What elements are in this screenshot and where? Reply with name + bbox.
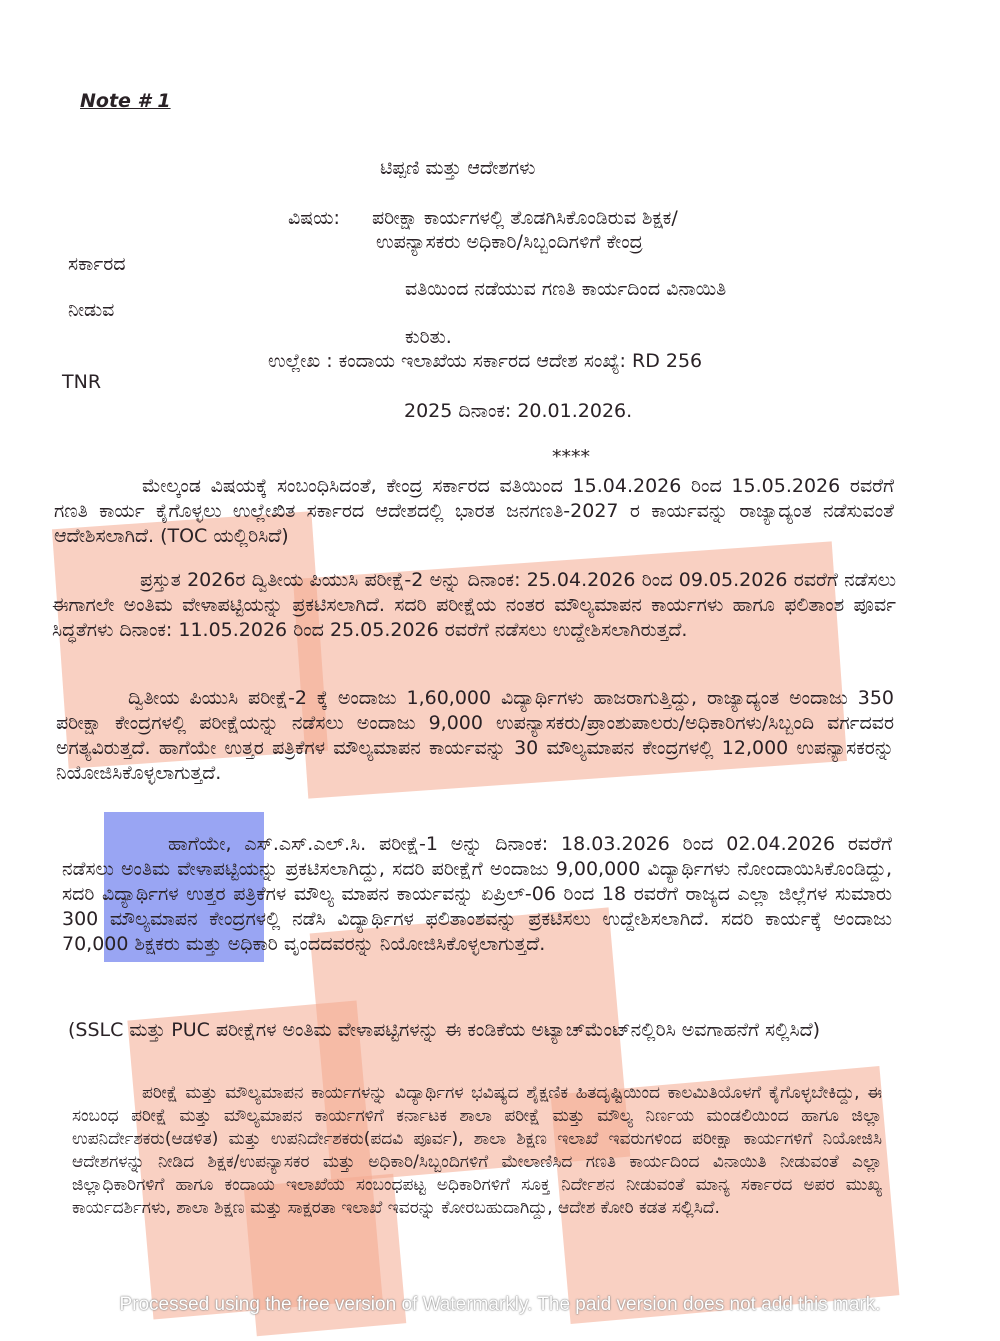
subject-line-3: ವತಿಯಿಂದ ನಡೆಯುವ ಗಣತಿ ಕಾರ್ಯದಿಂದ ವಿನಾಯಿತಿ xyxy=(405,278,727,300)
note-label: Note # 1 xyxy=(80,90,171,112)
paragraph-6-text: ಪರೀಕ್ಷೆ ಮತ್ತು ಮೌಲ್ಯಮಾಪನ ಕಾರ್ಯಗಳನ್ನು ವಿದ್ಯಾರ್ಥಿಗಳ ಭವಿಷ್ಯದ ಶೈಕ್ಷಣಿಕ ಹಿತದೃಷ್ಟಿಯಿಂದ ಕಾಲಮಿತಿಯೊಳಗೆ ಕೈಗೊಳ್ಳಬೇಕಿದ್ದು, ಈ ಸಂಬಂಧ ಪರೀಕ್ಷೆ ಮತ್ತು ಮೌಲ್ಯಮಾಪನ ಕಾರ್ಯಗಳಿಗೆ ಕರ್ನಾಟಕ ಶಾಲಾ ಪರೀಕ್ಷೆ ಮತ್ತು ಮೌಲ್ಯ ನಿರ್ಣಯ ಮಂಡಲಿಯಿಂದ ಹಾಗೂ ಜಿಲ್ಲಾ ಉಪನಿರ್ದೇಶಕರು(ಆಡಳಿತ) ಮತ್ತು ಉಪನಿರ್ದೇಶಕರು(ಪದವಿ ಪೂರ್ವ), ಶಾಲಾ ಶಿಕ್ಷಣ ಇಲಾಖೆ ಇವರುಗಳಿಂದ ಪರೀಕ್ಷಾ ಕಾರ್ಯಗಳಿಗೆ ನಿಯೋಜಿಸಿ ಆದೇಶಗಳನ್ನು ನೀಡಿದ ಶಿಕ್ಷಕ/ಉಪನ್ಯಾಸಕರ ಮತ್ತು ಅಧಿಕಾರಿ/ಸಿಬ್ಬಂದಿಗಳಿಗೆ ಮೇಲಾಣಿಸಿದ ಗಣತಿ ಕಾರ್ಯದಿಂದ ವಿನಾಯಿತಿ ನೀಡುವಂತೆ ಎಲ್ಲಾ ಜಿಲ್ಲಾಧಿಕಾರಿಗಳಿಗೆ ಹಾಗೂ ಕಂದಾಯ ಇಲಾಖೆಯ ಸಂಬಂಧಪಟ್ಟ ಅಧಿಕಾರಿಗಳಿಗೆ ಸೂಕ್ತ ನಿರ್ದೇಶನ ನೀಡುವಂತೆ ಮಾನ್ಯ ಸರ್ಕಾರದ ಅಪರ ಮುಖ್ಯ ಕಾರ್ಯದರ್ಶಿಗಳು, ಶಾಲಾ ಶಿಕ್ಷಣ ಮತ್ತು ಸಾಕ್ಷರತಾ ಇಲಾಖೆ ಇವರನ್ನು ಕೋರಬಹುದಾಗಿದ್ದು, ಆದೇಶ ಕೋರಿ ಕಡತ ಸಲ್ಲಿಸಿದೆ. xyxy=(72,1083,882,1218)
paragraph-5 xyxy=(68,1018,888,1043)
watermark-notice: Processed using the free version of Watermarkly. The paid version does not add this mark. xyxy=(119,1294,881,1315)
reference-left-word: TNR xyxy=(62,371,102,393)
paragraph-4-text: ಹಾಗೆಯೇ, ಎಸ್.ಎಸ್.ಎಲ್.ಸಿ. ಪರೀಕ್ಷೆ-1 ಅನ್ನು ದಿನಾಂಕ: 18.03.2026 ರಿಂದ 02.04.2026 ರವರೆಗೆ ನಡೆಸಲು ಅಂತಿಮ ವೇಳಾಪಟ್ಟಿಯನ್ನು ಪ್ರಕಟಿಸಲಾಗಿದ್ದು, ಸದರಿ ಪರೀಕ್ಷೆಗೆ ಅಂದಾಜು 9,00,000 ವಿದ್ಯಾರ್ಥಿಗಳು ನೋಂದಾಯಿಸಿಕೊಂಡಿದ್ದು, ಸದರಿ ವಿದ್ಯಾರ್ಥಿಗಳ ಉತ್ತರ ಪತ್ರಿಕೆಗಳ ಮೌಲ್ಯ ಮಾಪನ ಕಾರ್ಯವನ್ನು ಏಪ್ರಿಲ್-06 ರಿಂದ 18 ರವರೆಗೆ ರಾಜ್ಯದ ಎಲ್ಲಾ ಜಿಲ್ಲೆಗಳ ಸುಮಾರು 300 ಮೌಲ್ಯಮಾಪನ ಕೇಂದ್ರಗಳಲ್ಲಿ ನಡೆಸಿ ವಿದ್ಯಾರ್ಥಿಗಳ ಫಲಿತಾಂಶವನ್ನು ಪ್ರಕಟಿಸಲು ಉದ್ದೇಶಿಸಲಾಗಿದೆ. ಸದರಿ ಕಾರ್ಯಕ್ಕೆ ಅಂದಾಜು 70,000 ಶಿಕ್ಷಕರು ಮತ್ತು ಅಧಿಕಾರಿ ವೃಂದದವರನ್ನು ನಿಯೋಜಿಸಿಕೊಳ್ಳಲಾಗುತ್ತದೆ. xyxy=(62,833,892,955)
paragraph-2-text: ಪ್ರಸ್ತುತ 2026ರ ದ್ವಿತೀಯ ಪಿಯುಸಿ ಪರೀಕ್ಷೆ-2 ಅನ್ನು ದಿನಾಂಕ: 25.04.2026 ರಿಂದ 09.05.2026 ರವರೆಗೆ ನಡೆಸಲು ಈಗಾಗಲೇ ಅಂತಿಮ ವೇಳಾಪಟ್ಟಿಯನ್ನು ಪ್ರಕಟಿಸಲಾಗಿದೆ. ಸದರಿ ಪರೀಕ್ಷೆಯ ನಂತರ ಮೌಲ್ಯಮಾಪನ ಕಾರ್ಯಗಳು ಹಾಗೂ ಫಲಿತಾಂಶ ಪೂರ್ವ ಸಿದ್ಧತೆಗಳು ದಿನಾಂಕ: 11.05.2026 ರಿಂದ 25.05.2026 ರವರೆಗೆ ನಡೆಸಲು ಉದ್ದೇಶಿಸಲಾಗಿರುತ್ತದೆ. xyxy=(52,569,896,641)
reference-line-1: ಉಲ್ಲೇಖ : ಕಂದಾಯ ಇಲಾಖೆಯ ಸರ್ಕಾರದ ಆದೇಶ ಸಂಖ್ಯೆ: RD 256 xyxy=(268,350,703,372)
subject-left-word-2: ನೀಡುವ xyxy=(68,299,115,321)
subject-line-2: ಉಪನ್ಯಾಸಕರು ಅಧಿಕಾರಿ/ಸಿಬ್ಬಂದಿಗಳಿಗೆ ಕೇಂದ್ರ xyxy=(376,231,643,253)
reference-line-2: 2025 ದಿನಾಂಕ: 20.01.2026. xyxy=(404,400,633,422)
paragraph-1 xyxy=(54,474,894,549)
paragraph-2 xyxy=(52,568,896,643)
subject-line-1: ಪರೀಕ್ಷಾ ಕಾರ್ಯಗಳಲ್ಲಿ ತೊಡಗಿಸಿಕೊಂಡಿರುವ ಶಿಕ್ಷಕ/ xyxy=(372,207,678,229)
page-heading: ಟಿಪ್ಪಣಿ ಮತ್ತು ಆದೇಶಗಳು xyxy=(380,157,536,179)
subject-left-word-1: ಸರ್ಕಾರದ xyxy=(68,253,126,275)
paragraph-3-text: ದ್ವಿತೀಯ ಪಿಯುಸಿ ಪರೀಕ್ಷೆ-2 ಕ್ಕೆ ಅಂದಾಜು 1,60,000 ವಿದ್ಯಾರ್ಥಿಗಳು ಹಾಜರಾಗುತ್ತಿದ್ದು, ರಾಜ್ಯಾದ್ಯಂತ ಅಂದಾಜು 350 ಪರೀಕ್ಷಾ ಕೇಂದ್ರಗಳಲ್ಲಿ ಪರೀಕ್ಷೆಯನ್ನು ನಡೆಸಲು ಅಂದಾಜು 9,000 ಉಪನ್ಯಾಸಕರು/ಪ್ರಾಂಶುಪಾಲರು/ಅಧಿಕಾರಿಗಳು/ಸಿಬ್ಬಂದಿ ವರ್ಗದವರ ಅಗತ್ಯವಿರುತ್ತದೆ. ಹಾಗೆಯೇ ಉತ್ತರ ಪತ್ರಿಕೆಗಳ ಮೌಲ್ಯಮಾಪನ ಕಾರ್ಯವನ್ನು 30 ಮೌಲ್ಯಮಾಪನ ಕೇಂದ್ರಗಳಲ್ಲಿ 12,000 ಉಪನ್ಯಾಸಕರನ್ನು ನಿಯೋಜಿಸಿಕೊಳ್ಳಲಾಗುತ್ತದೆ. xyxy=(56,687,894,784)
subject-line-4: ಕುರಿತು. xyxy=(405,326,452,348)
paragraph-3 xyxy=(56,686,894,786)
subject-label: ವಿಷಯ: xyxy=(288,207,340,229)
separator: **** xyxy=(552,446,590,468)
paragraph-5-text: (SSLC ಮತ್ತು PUC ಪರೀಕ್ಷೆಗಳ ಅಂತಿಮ ವೇಳಾಪಟ್ಟಿಗಳನ್ನು ಈ ಕಂಡಿಕೆಯ ಅಟ್ಯಾಚ್‌ಮೆಂಟ್‌ನಲ್ಲಿರಿಸಿ ಅವಗಾಹನೆಗೆ ಸಲ್ಲಿಸಿದೆ) xyxy=(68,1019,821,1041)
paragraph-4 xyxy=(62,832,892,957)
paragraph-6 xyxy=(72,1082,882,1220)
paragraph-1-text: ಮೇಲ್ಕಂಡ ವಿಷಯಕ್ಕೆ ಸಂಬಂಧಿಸಿದಂತೆ, ಕೇಂದ್ರ ಸರ್ಕಾರದ ವತಿಯಿಂದ 15.04.2026 ರಿಂದ 15.05.2026 ರವರೆಗೆ ಗಣತಿ ಕಾರ್ಯ ಕೈಗೊಳ್ಳಲು ಉಲ್ಲೇಖಿತ ಸರ್ಕಾರದ ಆದೇಶದಲ್ಲಿ ಭಾರತ ಜನಗಣತಿ-2027 ರ ಕಾರ್ಯವನ್ನು ರಾಜ್ಯಾದ್ಯಂತ ನಡೆಸುವಂತೆ ಆದೇಶಿಸಲಾಗಿದೆ. (TOC ಯಲ್ಲಿರಿಸಿದೆ) xyxy=(54,475,894,547)
